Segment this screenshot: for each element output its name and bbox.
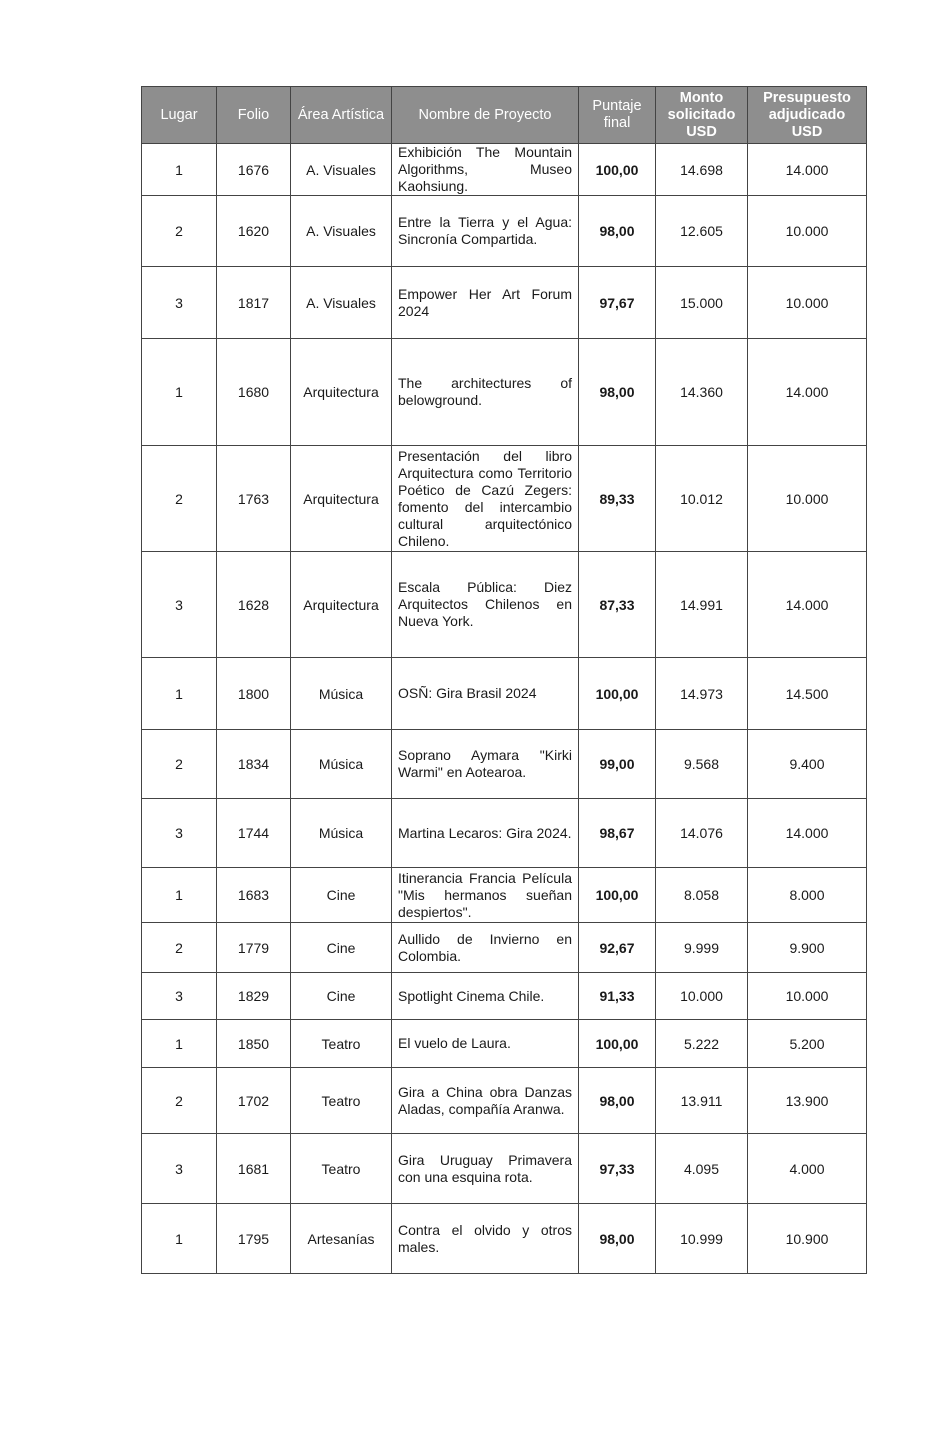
table-row [142, 339, 867, 446]
table-row [142, 730, 867, 799]
cell-presupuesto: 10.000 [748, 267, 867, 339]
cell-folio: 1800 [217, 658, 291, 730]
cell-folio: 1628 [217, 552, 291, 658]
cell-area: Arquitectura [291, 446, 392, 552]
cell-lugar: 3 [142, 1134, 217, 1204]
cell-monto: 9.568 [656, 730, 748, 799]
cell-puntaje: 100,00 [579, 1020, 656, 1068]
cell-puntaje: 97,67 [579, 267, 656, 339]
cell-nombre: Aullido de Invierno en Colombia. [392, 923, 579, 973]
cell-area: Arquitectura [291, 552, 392, 658]
cell-lugar: 2 [142, 1068, 217, 1134]
awards-table [141, 86, 867, 1274]
cell-presupuesto: 5.200 [748, 1020, 867, 1068]
cell-lugar: 2 [142, 923, 217, 973]
header-monto: Monto solicitado USD [656, 87, 748, 144]
table-row [142, 1068, 867, 1134]
table-row [142, 1134, 867, 1204]
table-row [142, 868, 867, 923]
cell-folio: 1680 [217, 339, 291, 446]
cell-puntaje: 98,00 [579, 339, 656, 446]
cell-folio: 1683 [217, 868, 291, 923]
cell-presupuesto: 9.400 [748, 730, 867, 799]
table-row [142, 446, 867, 552]
cell-area: Cine [291, 973, 392, 1020]
cell-area: Cine [291, 868, 392, 923]
header-presupuesto: Presupuesto adjudicado USD [748, 87, 867, 144]
cell-nombre: Itinerancia Francia Película "Mis hermanos sueñan despiertos". [392, 868, 579, 923]
cell-monto: 14.076 [656, 799, 748, 868]
cell-puntaje: 98,00 [579, 1204, 656, 1274]
table-header-row [142, 87, 867, 144]
cell-area: Música [291, 799, 392, 868]
cell-monto: 14.973 [656, 658, 748, 730]
cell-nombre: Martina Lecaros: Gira 2024. [392, 799, 579, 868]
cell-monto: 4.095 [656, 1134, 748, 1204]
cell-lugar: 1 [142, 144, 217, 196]
cell-presupuesto: 14.000 [748, 799, 867, 868]
cell-puntaje: 99,00 [579, 730, 656, 799]
cell-puntaje: 100,00 [579, 658, 656, 730]
cell-folio: 1676 [217, 144, 291, 196]
cell-lugar: 3 [142, 267, 217, 339]
cell-puntaje: 98,00 [579, 1068, 656, 1134]
cell-nombre: Soprano Aymara "Kirki Warmi" en Aotearoa. [392, 730, 579, 799]
cell-folio: 1850 [217, 1020, 291, 1068]
cell-monto: 10.999 [656, 1204, 748, 1274]
header-folio: Folio [217, 87, 291, 144]
cell-folio: 1817 [217, 267, 291, 339]
cell-folio: 1681 [217, 1134, 291, 1204]
cell-area: Arquitectura [291, 339, 392, 446]
table-row [142, 799, 867, 868]
cell-nombre: El vuelo de Laura. [392, 1020, 579, 1068]
table-row [142, 196, 867, 267]
table-row [142, 144, 867, 196]
cell-folio: 1702 [217, 1068, 291, 1134]
cell-monto: 9.999 [656, 923, 748, 973]
cell-area: Teatro [291, 1134, 392, 1204]
cell-nombre: Empower Her Art Forum 2024 [392, 267, 579, 339]
cell-presupuesto: 10.000 [748, 973, 867, 1020]
cell-nombre: Gira Uruguay Primavera con una esquina rota. [392, 1134, 579, 1204]
cell-lugar: 2 [142, 196, 217, 267]
cell-nombre: Spotlight Cinema Chile. [392, 973, 579, 1020]
cell-area: Música [291, 730, 392, 799]
cell-lugar: 2 [142, 730, 217, 799]
cell-monto: 14.991 [656, 552, 748, 658]
cell-presupuesto: 8.000 [748, 868, 867, 923]
cell-monto: 13.911 [656, 1068, 748, 1134]
cell-monto: 5.222 [656, 1020, 748, 1068]
cell-nombre: Contra el olvido y otros males. [392, 1204, 579, 1274]
cell-monto: 8.058 [656, 868, 748, 923]
cell-monto: 14.698 [656, 144, 748, 196]
cell-puntaje: 100,00 [579, 868, 656, 923]
cell-area: Artesanías [291, 1204, 392, 1274]
cell-nombre: Entre la Tierra y el Agua: Sincronía Compartida. [392, 196, 579, 267]
cell-area: A. Visuales [291, 196, 392, 267]
cell-nombre: Gira a China obra Danzas Aladas, compañía Aranwa. [392, 1068, 579, 1134]
cell-presupuesto: 10.000 [748, 196, 867, 267]
cell-area: Música [291, 658, 392, 730]
table-row [142, 1020, 867, 1068]
cell-lugar: 2 [142, 446, 217, 552]
cell-folio: 1795 [217, 1204, 291, 1274]
header-nombre: Nombre de Proyecto [392, 87, 579, 144]
cell-nombre: The architectures of belowground. [392, 339, 579, 446]
cell-folio: 1763 [217, 446, 291, 552]
cell-puntaje: 89,33 [579, 446, 656, 552]
cell-nombre: OSÑ: Gira Brasil 2024 [392, 658, 579, 730]
table-row [142, 658, 867, 730]
cell-lugar: 3 [142, 973, 217, 1020]
cell-nombre: Presentación del libro Arquitectura como Territorio Poético de Cazú Zegers: fomento del intercambio cultural arquitectónico Chileno. [392, 446, 579, 552]
cell-monto: 14.360 [656, 339, 748, 446]
table-body [142, 144, 867, 1274]
table-row [142, 1204, 867, 1274]
header-area: Área Artística [291, 87, 392, 144]
cell-presupuesto: 14.000 [748, 144, 867, 196]
cell-puntaje: 97,33 [579, 1134, 656, 1204]
cell-presupuesto: 4.000 [748, 1134, 867, 1204]
cell-presupuesto: 14.000 [748, 552, 867, 658]
cell-folio: 1779 [217, 923, 291, 973]
cell-monto: 10.000 [656, 973, 748, 1020]
cell-puntaje: 92,67 [579, 923, 656, 973]
cell-nombre: Exhibición The Mountain Algorithms, Museo Kaohsiung. [392, 144, 579, 196]
table-row [142, 552, 867, 658]
cell-monto: 12.605 [656, 196, 748, 267]
cell-lugar: 3 [142, 799, 217, 868]
cell-area: Teatro [291, 1068, 392, 1134]
cell-lugar: 1 [142, 868, 217, 923]
cell-lugar: 1 [142, 339, 217, 446]
cell-lugar: 1 [142, 658, 217, 730]
cell-lugar: 3 [142, 552, 217, 658]
cell-puntaje: 98,67 [579, 799, 656, 868]
cell-puntaje: 87,33 [579, 552, 656, 658]
cell-puntaje: 91,33 [579, 973, 656, 1020]
cell-monto: 10.012 [656, 446, 748, 552]
cell-folio: 1829 [217, 973, 291, 1020]
table-row [142, 923, 867, 973]
cell-lugar: 1 [142, 1020, 217, 1068]
header-lugar: Lugar [142, 87, 217, 144]
cell-presupuesto: 10.000 [748, 446, 867, 552]
cell-presupuesto: 9.900 [748, 923, 867, 973]
cell-presupuesto: 10.900 [748, 1204, 867, 1274]
cell-area: A. Visuales [291, 144, 392, 196]
cell-presupuesto: 14.500 [748, 658, 867, 730]
cell-area: A. Visuales [291, 267, 392, 339]
cell-lugar: 1 [142, 1204, 217, 1274]
cell-nombre: Escala Pública: Diez Arquitectos Chilenos en Nueva York. [392, 552, 579, 658]
header-puntaje: Puntaje final [579, 87, 656, 144]
cell-presupuesto: 14.000 [748, 339, 867, 446]
cell-monto: 15.000 [656, 267, 748, 339]
cell-folio: 1620 [217, 196, 291, 267]
cell-folio: 1834 [217, 730, 291, 799]
cell-area: Teatro [291, 1020, 392, 1068]
table-row [142, 267, 867, 339]
cell-presupuesto: 13.900 [748, 1068, 867, 1134]
cell-area: Cine [291, 923, 392, 973]
cell-folio: 1744 [217, 799, 291, 868]
cell-puntaje: 98,00 [579, 196, 656, 267]
table-row [142, 973, 867, 1020]
cell-puntaje: 100,00 [579, 144, 656, 196]
